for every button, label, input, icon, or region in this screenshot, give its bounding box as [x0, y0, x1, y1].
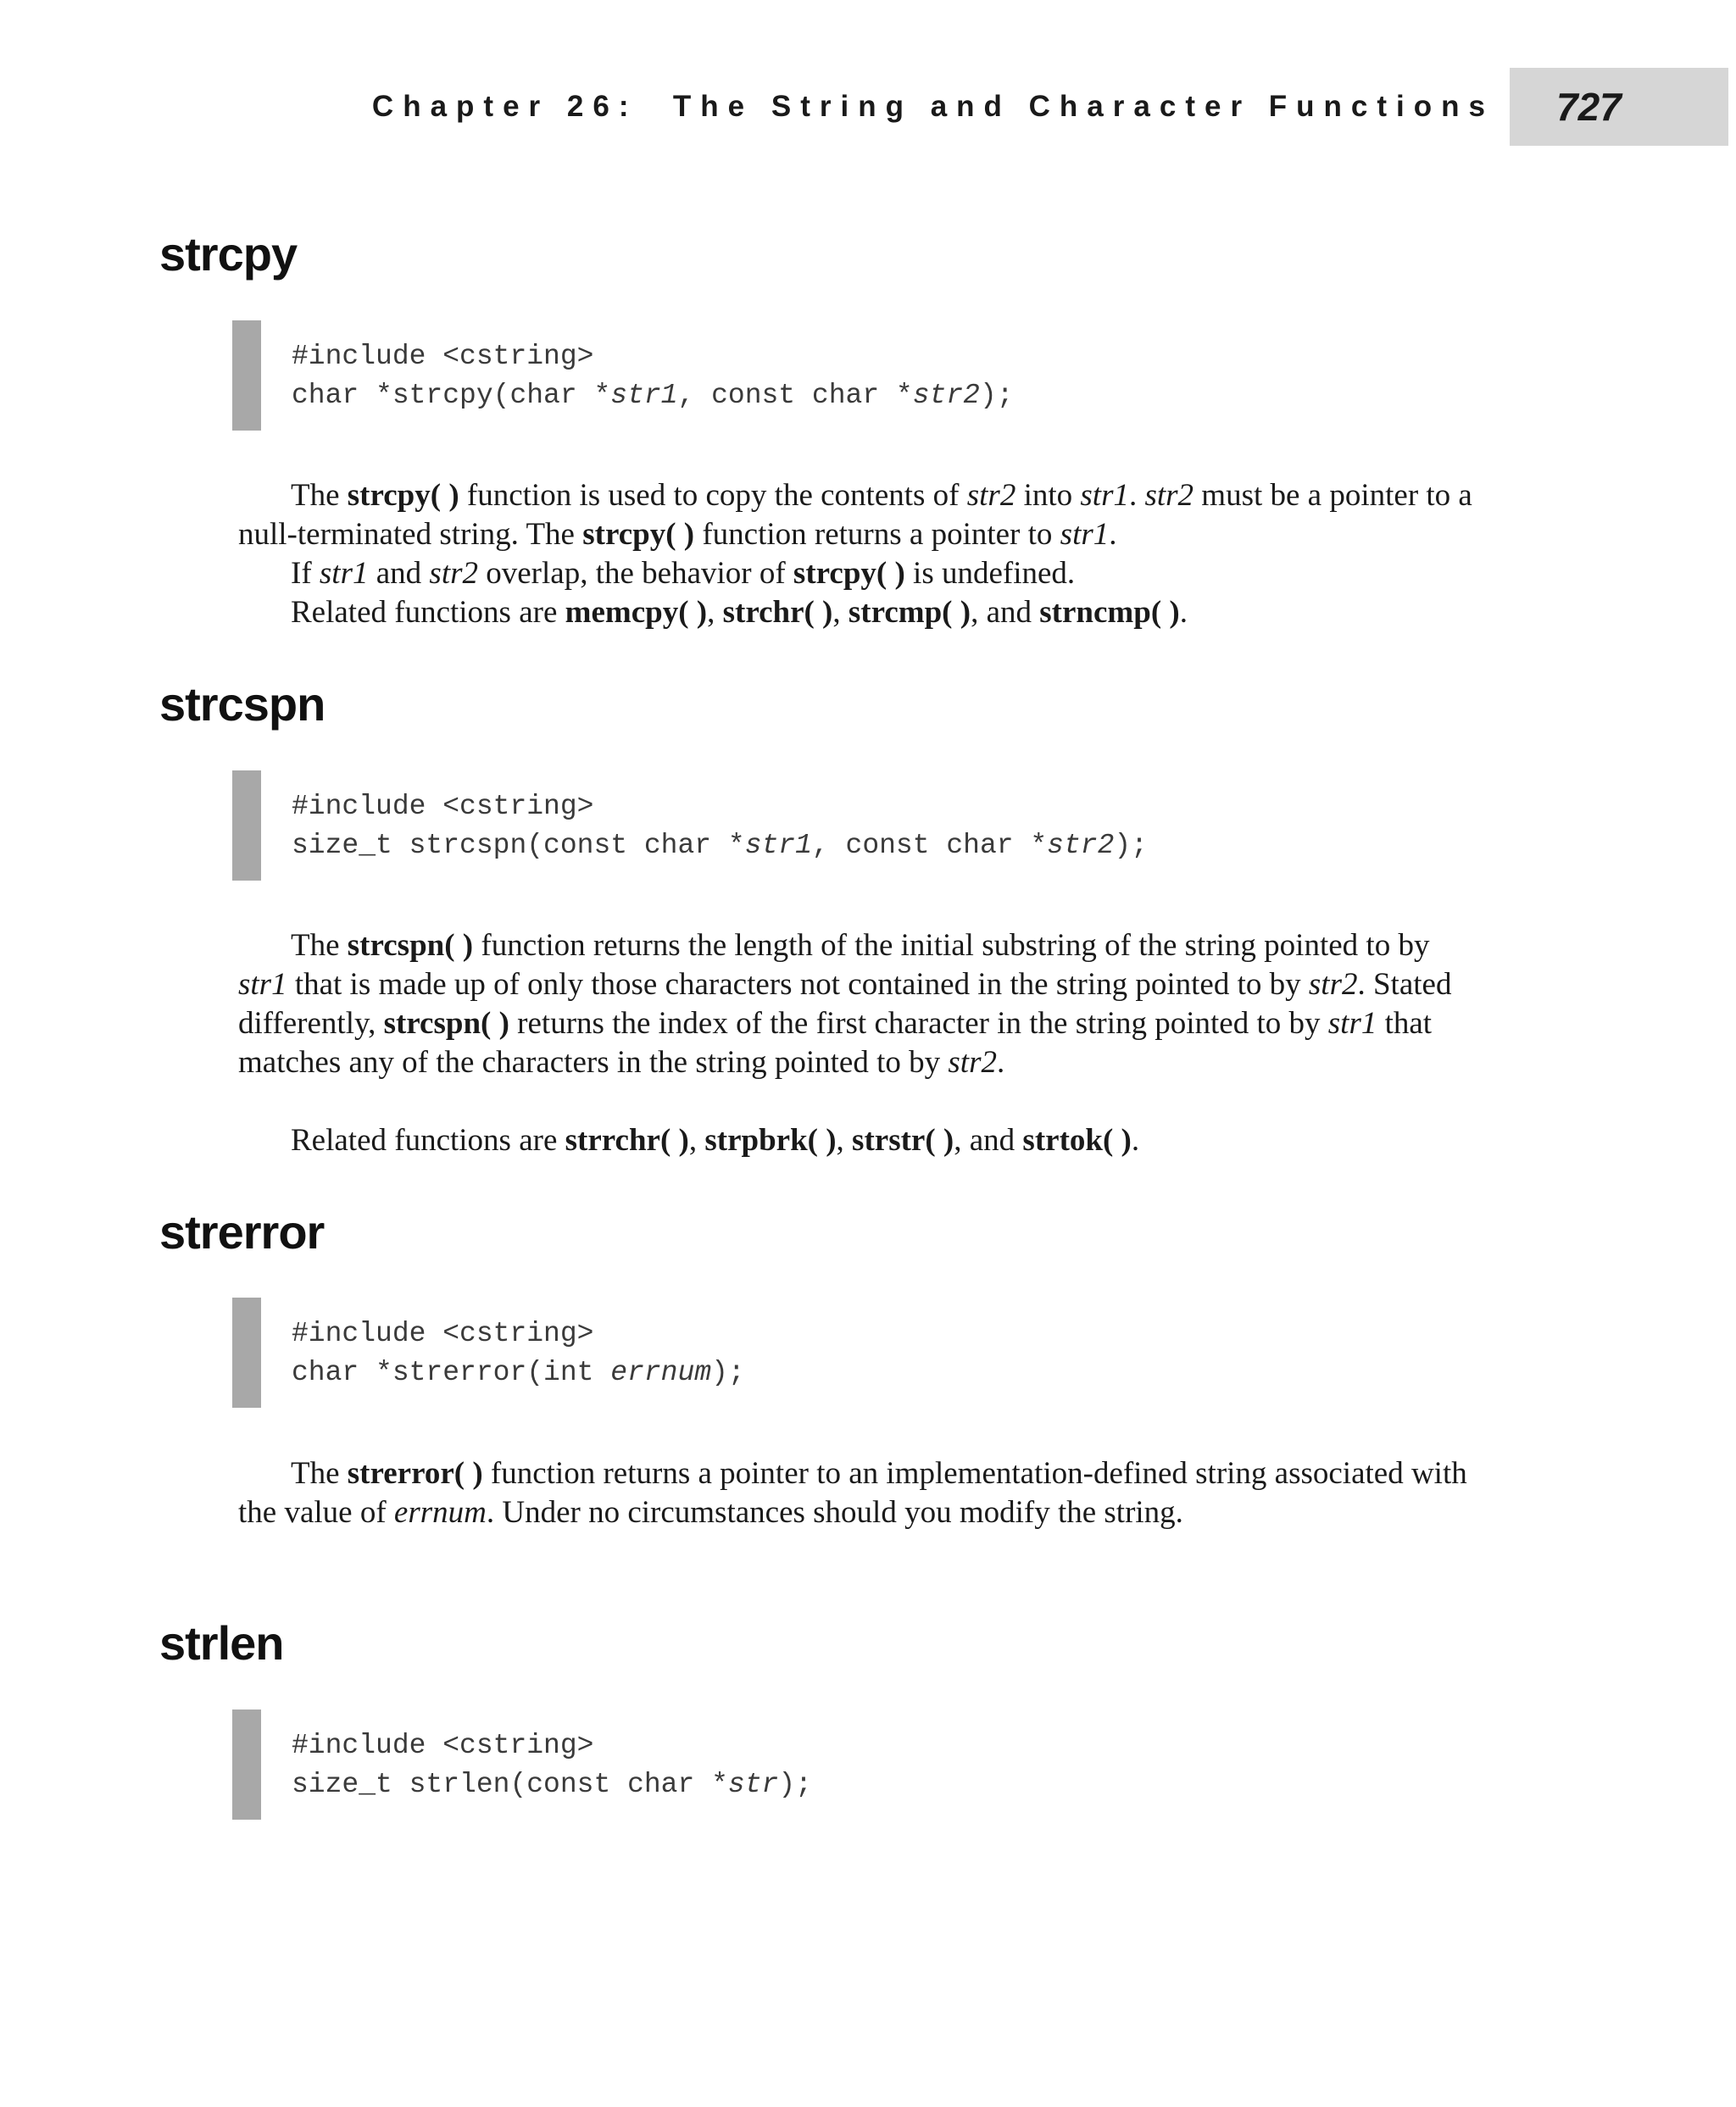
paragraph-strcpy-overlap: If str1 and str2 overlap, the behavior of strcpy( ) is undefined. — [291, 556, 1076, 591]
paragraph-strcpy-description: The strcpy( ) function is used to copy the contents of str2 into str1. str2 must be a pointer to a null-terminated string. The strcpy( ) function returns a pointer to str1. — [238, 478, 1472, 552]
code-include: #include <cstring> — [292, 341, 594, 372]
code-bar — [232, 320, 261, 431]
running-header — [0, 68, 1736, 146]
code-include: #include <cstring> — [292, 1730, 594, 1761]
paragraph-strcspn-related: Related functions are strrchr( ), strpbrk( ), strstr( ), and strtok( ). — [291, 1123, 1140, 1158]
code-prototype: char *strcpy(char *str1, const char *str2); — [292, 380, 1014, 411]
heading-strerror: strerror — [159, 1205, 325, 1259]
paragraph-strerror-description: The strerror( ) function returns a pointer to an implementation-defined string associated with the value of errnum. Under no circumstances should you modify the string. — [238, 1456, 1467, 1530]
code-prototype: size_t strcspn(const char *str1, const char *str2); — [292, 830, 1148, 861]
code-block-strcpy — [232, 320, 1334, 431]
code-bar — [232, 1710, 261, 1820]
code-block-strlen — [232, 1710, 1334, 1820]
code-prototype: size_t strlen(const char *str); — [292, 1769, 812, 1800]
heading-strcspn: strcspn — [159, 677, 326, 731]
chapter-title: Chapter 26: The String and Character Functions — [371, 90, 1494, 123]
paragraph-strcpy-related: Related functions are memcpy( ), strchr( ), strcmp( ), and strncmp( ). — [291, 595, 1188, 630]
paragraph-strcspn-description: The strcspn( ) function returns the length of the initial substring of the string pointed to by str1 that is made up of only those characters not contained in the string pointed to by str2. Stated differently, strcspn( ) returns the index of the first character in the string pointed to by str1 that matches any of the characters in the string pointed to by str2. — [238, 928, 1452, 1080]
code-include: #include <cstring> — [292, 791, 594, 822]
code-block-strcspn — [232, 770, 1334, 881]
heading-strcpy: strcpy — [159, 227, 298, 281]
code-bar — [232, 770, 261, 881]
code-prototype: char *strerror(int errnum); — [292, 1357, 745, 1388]
page-number: 727 — [1556, 85, 1622, 129]
page-number-box — [1510, 68, 1728, 146]
code-block-strerror — [232, 1298, 1334, 1408]
code-bar — [232, 1298, 261, 1408]
heading-strlen: strlen — [159, 1616, 284, 1670]
code-include: #include <cstring> — [292, 1318, 594, 1349]
